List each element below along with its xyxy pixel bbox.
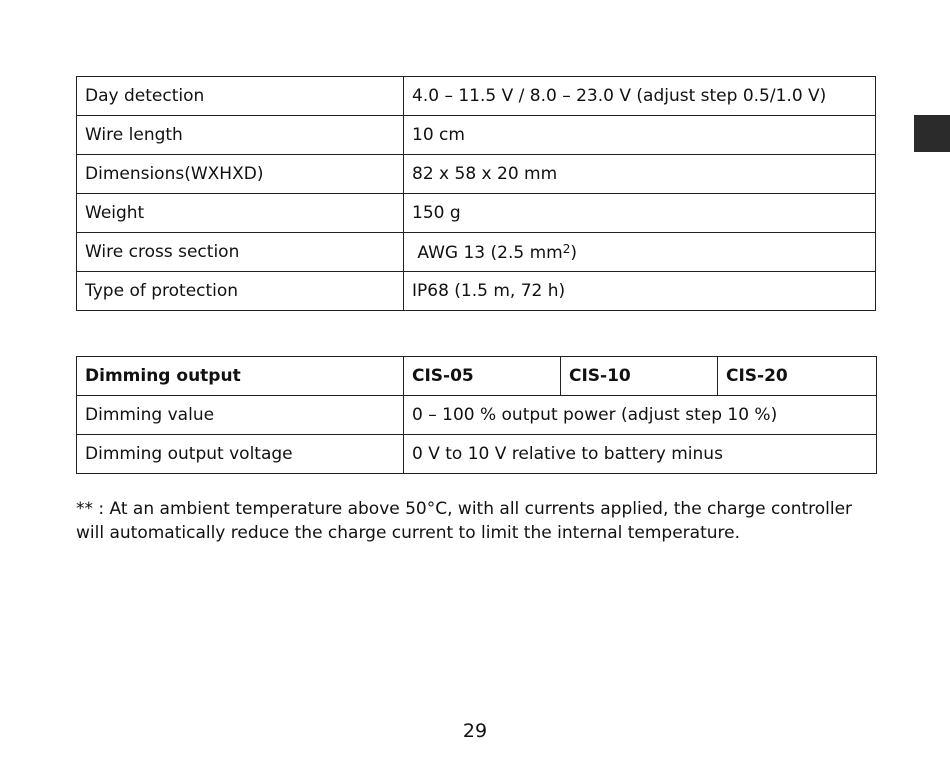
header-label: Dimming output (77, 357, 404, 396)
dimming-label: Dimming value (77, 396, 404, 435)
table-row (77, 116, 876, 155)
specifications-table (76, 76, 876, 311)
header-model: CIS-10 (561, 357, 718, 396)
dimming-output-table (76, 356, 877, 474)
table-row (77, 233, 876, 272)
table-header-row (77, 357, 877, 396)
table-row (77, 155, 876, 194)
spec-value (404, 233, 876, 272)
table-row (77, 194, 876, 233)
spec-label: Dimensions(WXHXD) (77, 155, 404, 194)
spec-value-superscript: 2 (562, 241, 571, 256)
table-row (77, 435, 877, 474)
header-model: CIS-20 (718, 357, 877, 396)
dimming-label: Dimming output voltage (77, 435, 404, 474)
dimming-value: 0 – 100 % output power (adjust step 10 %) (404, 396, 877, 435)
dimming-value: 0 V to 10 V relative to battery minus (404, 435, 877, 474)
footnote: ** : At an ambient temperature above 50°C, with all currents applied, the charge controller will automatically reduce the charge current to limit the internal temperature. (76, 499, 853, 543)
spec-label: Weight (77, 194, 404, 233)
table-row (77, 77, 876, 116)
spec-value: 4.0 – 11.5 V / 8.0 – 23.0 V (adjust step 0.5/1.0 V) (404, 77, 876, 116)
spec-label: Wire length (77, 116, 404, 155)
chapter-tab-marker (914, 115, 950, 152)
spec-label: Type of protection (77, 272, 404, 311)
table-row (77, 396, 877, 435)
spec-value-text: AWG 13 (2.5 mm (412, 242, 563, 263)
table-row (77, 272, 876, 311)
page-number: 29 (462, 720, 488, 742)
spec-value: 82 x 58 x 20 mm (404, 155, 876, 194)
spec-value: 10 cm (404, 116, 876, 155)
spec-value: IP68 (1.5 m, 72 h) (404, 272, 876, 311)
spec-label: Day detection (77, 77, 404, 116)
header-model: CIS-05 (404, 357, 561, 396)
spec-label: Wire cross section (77, 233, 404, 272)
spec-value-suffix: ) (570, 242, 577, 263)
spec-value: 150 g (404, 194, 876, 233)
